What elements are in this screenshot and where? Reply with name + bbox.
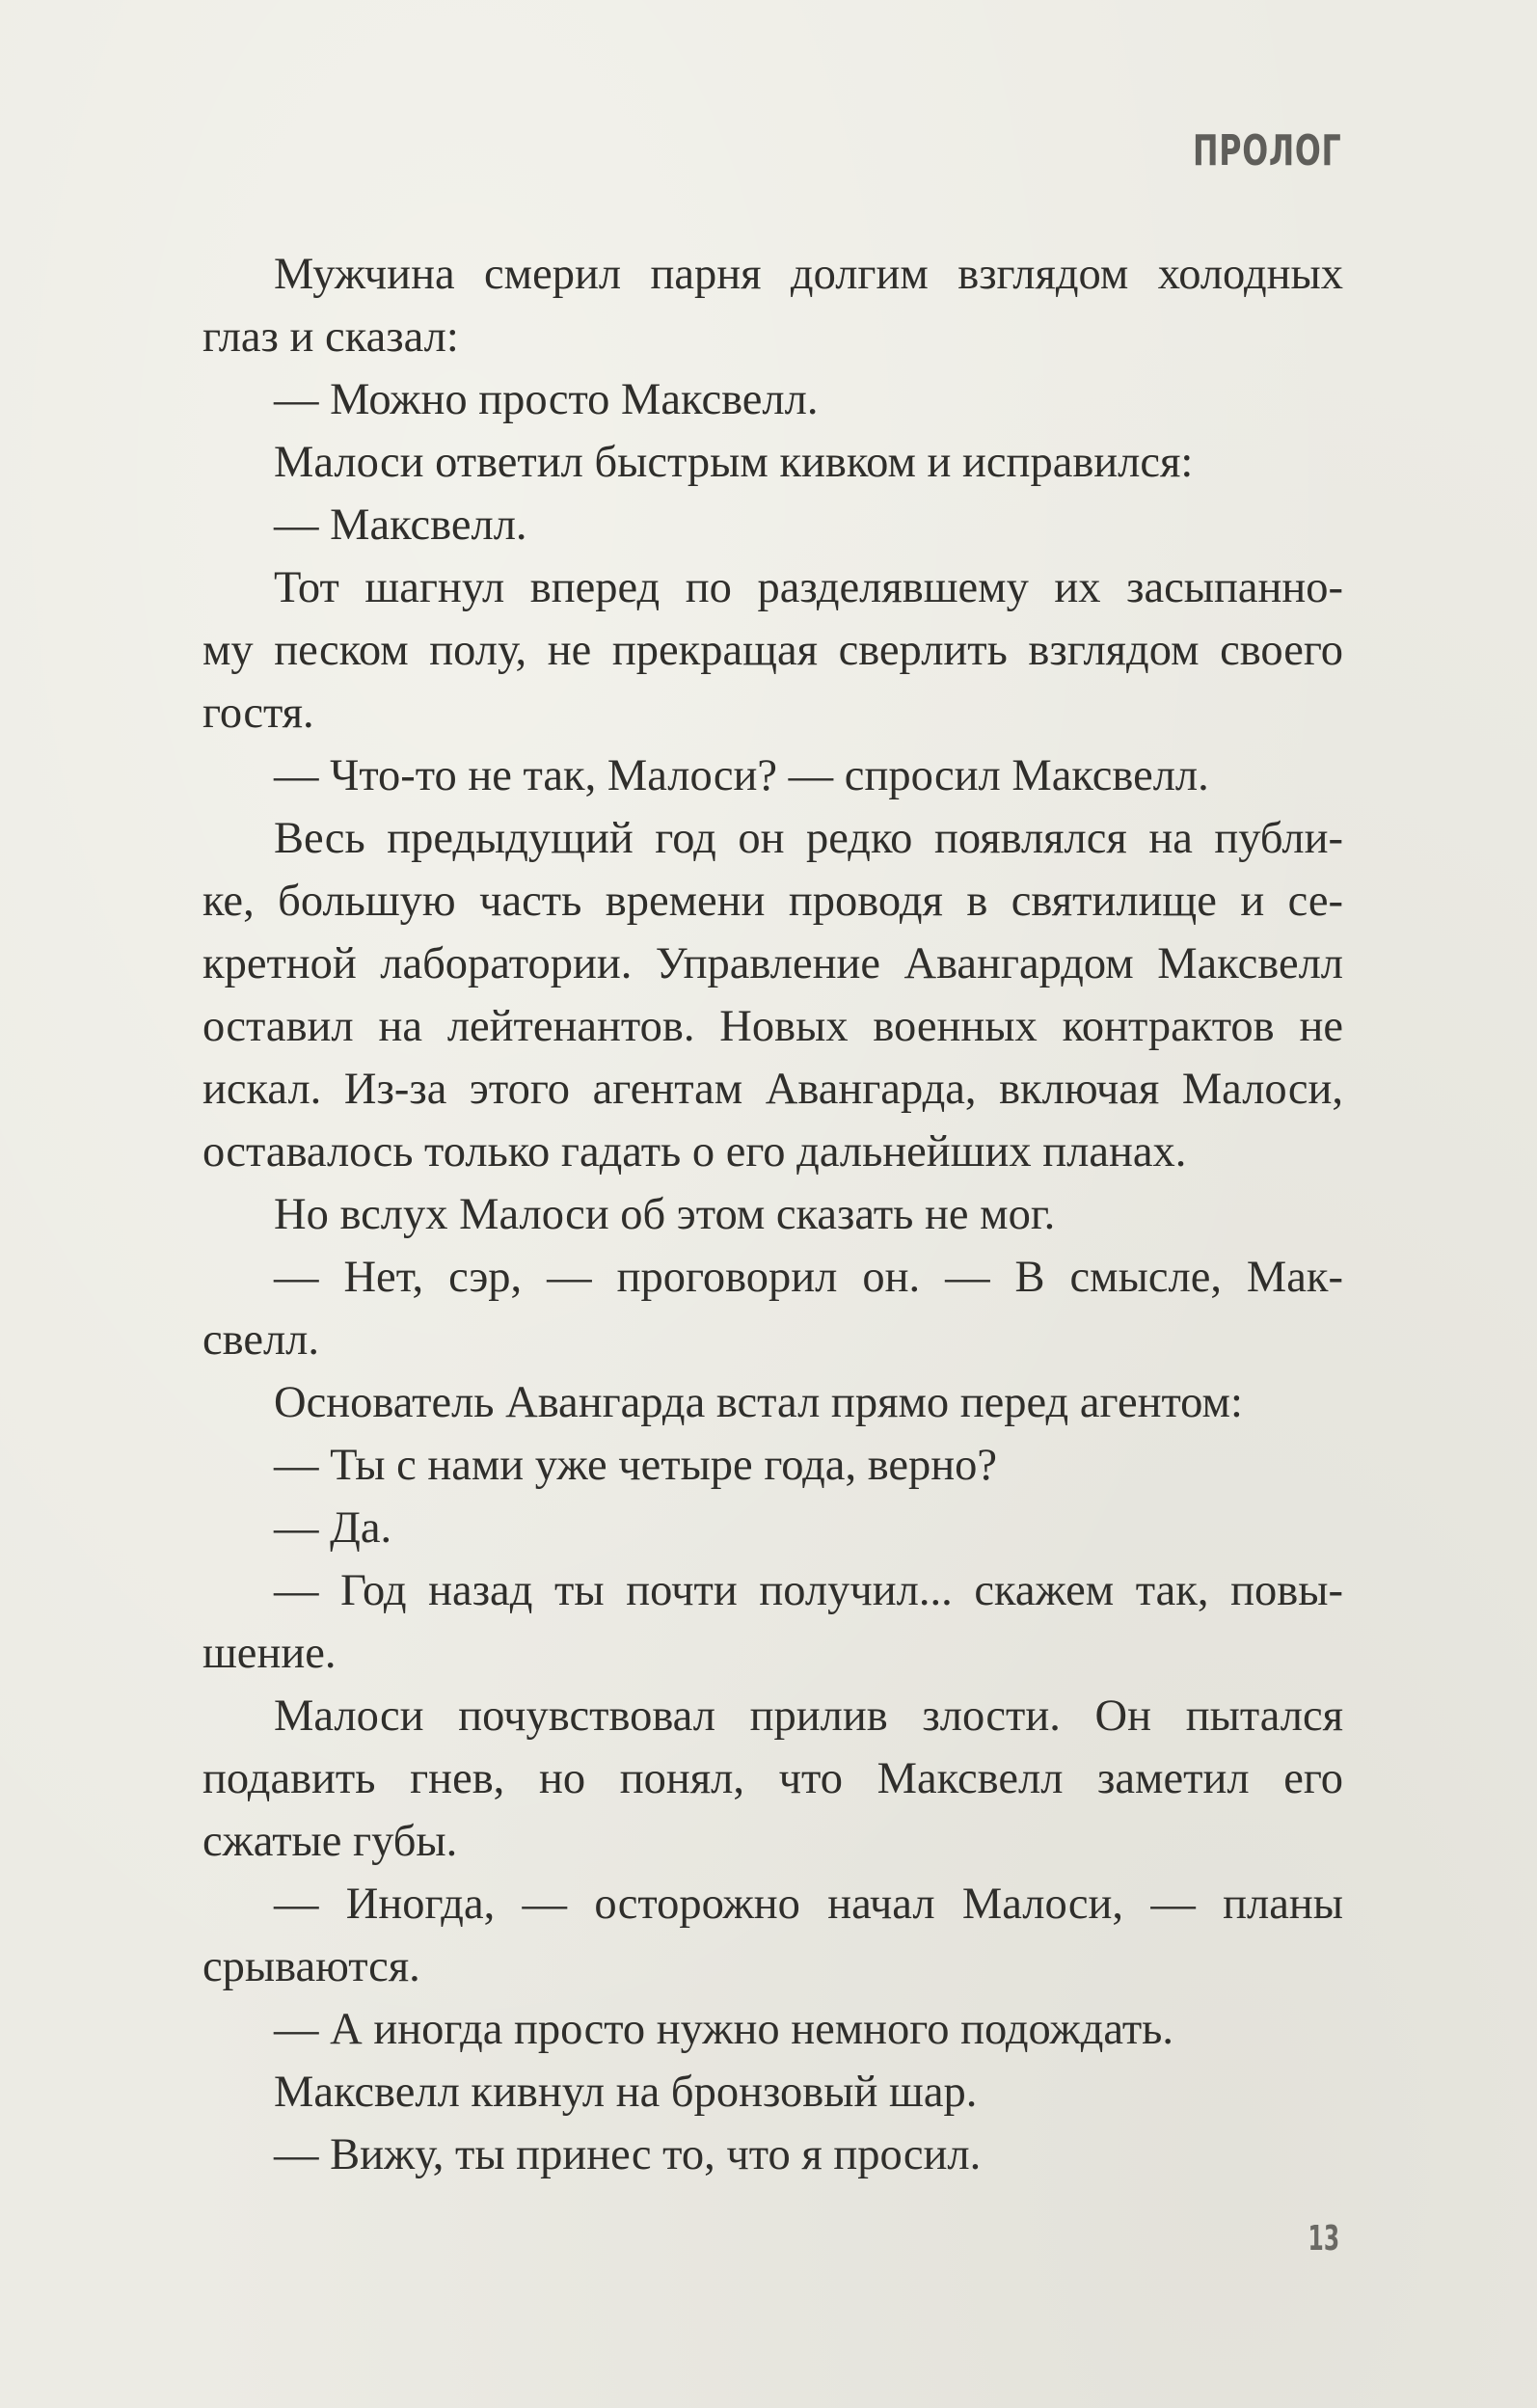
text-line: му песком полу, не прекращая сверлить взглядом своего [202, 626, 1343, 675]
text-line: подавить гнев, но понял, что Максвелл заметил его [202, 1754, 1343, 1803]
page-number: 13 [1308, 2219, 1339, 2259]
text-line: кретной лаборатории. Управление Авангардом Максвелл [202, 939, 1343, 988]
text-line: — Можно просто Максвелл. [274, 375, 819, 424]
running-head: ПРОЛОГ [1192, 126, 1341, 176]
body-text [202, 243, 1343, 2186]
text-line: — Да. [274, 1503, 392, 1553]
text-line: — Год назад ты почти получил... скажем так, повы- [274, 1566, 1343, 1615]
text-line: гостя. [202, 689, 314, 738]
text-line: — Вижу, ты принес то, что я просил. [274, 2130, 982, 2179]
text-line: Максвелл кивнул на бронзовый шар. [274, 2068, 978, 2117]
text-line: Малоси почувствовал прилив злости. Он пытался [274, 1691, 1343, 1741]
text-line: Основатель Авангарда встал прямо перед агентом: [274, 1378, 1243, 1427]
text-line: Но вслух Малоси об этом сказать не мог. [274, 1190, 1056, 1239]
text-line: — Ты с нами уже четыре года, верно? [274, 1441, 998, 1490]
text-line: — Что-то не так, Малоси? — спросил Максвелл. [274, 751, 1209, 800]
text-line: оставалось только гадать о его дальнейших планах. [202, 1127, 1187, 1177]
text-line: Весь предыдущий год он редко появлялся на публи- [274, 814, 1343, 863]
text-line: оставил на лейтенантов. Новых военных контрактов не [202, 1002, 1343, 1051]
text-line: ке, большую часть времени проводя в святилище и се- [202, 877, 1343, 926]
text-line: Мужчина смерил парня долгим взглядом холодных [274, 250, 1343, 299]
text-line: сжатые губы. [202, 1817, 458, 1866]
text-line: — Максвелл. [274, 501, 527, 550]
text-line: — Иногда, — осторожно начал Малоси, — планы [274, 1880, 1343, 1929]
text-line: шение. [202, 1629, 337, 1678]
text-line: глаз и сказал: [202, 312, 459, 362]
text-line: — Нет, сэр, — проговорил он. — В смысле, Мак- [274, 1253, 1343, 1302]
text-line: свелл. [202, 1315, 319, 1365]
text-line: срываются. [202, 1942, 420, 1991]
text-line: — А иногда просто нужно немного подождать. [274, 2005, 1173, 2054]
text-line: искал. Из-за этого агентам Авангарда, включая Малоси, [202, 1065, 1343, 1114]
text-line: Малоси ответил быстрым кивком и исправился: [274, 438, 1194, 487]
text-line: Тот шагнул вперед по разделявшему их засыпанно- [274, 563, 1343, 612]
